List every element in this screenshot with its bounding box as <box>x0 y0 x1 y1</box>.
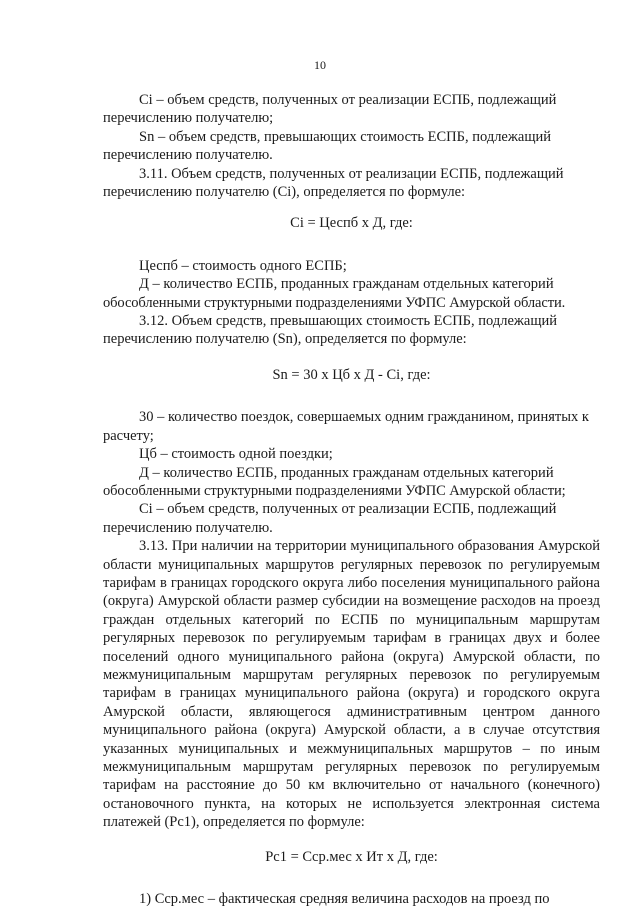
text-line: перечислению получателю. <box>103 147 273 164</box>
text-line: 1) Cср.мес – фактическая средняя величина расходов на проезд по <box>139 891 550 908</box>
text-line: обособленными структурными подразделениями УФПС Амурской области; <box>103 482 566 499</box>
text-line: 3.12. Объем средств, превышающих стоимость ЕСПБ, подлежащий <box>139 313 558 330</box>
document-body <box>103 91 600 908</box>
text-line: Sn – объем средств, превышающих стоимость ЕСПБ, подлежащий <box>139 128 552 145</box>
formula-ci: Ci = Цеспб х Д, где: <box>290 215 413 232</box>
text-line: Цеспб – стоимость одного ЕСПБ; <box>139 257 347 274</box>
page-number: 10 <box>314 58 326 72</box>
text-line: Д – количество ЕСПБ, проданных гражданам отдельных категорий <box>139 464 554 481</box>
text-line: обособленными структурными подразделениями УФПС Амурской области. <box>103 294 566 311</box>
text-line: 3.11. Объем средств, полученных от реализации ЕСПБ, подлежащий <box>139 165 564 182</box>
formula-sn: Sn = 30 х Цб х Д - Ci, где: <box>272 366 431 383</box>
text-line: Ci – объем средств, полученных от реализации ЕСПБ, подлежащий <box>139 501 557 518</box>
text-line: перечислению получателю (Ci), определяется по формуле: <box>103 184 466 201</box>
text-line: Д – количество ЕСПБ, проданных гражданам отдельных категорий <box>139 276 554 293</box>
text-line: перечислению получателю; <box>103 110 274 127</box>
text-line: перечислению получателю. <box>103 519 273 536</box>
text-line: 30 – количество поездок, совершаемых одним гражданином, принятых к <box>139 409 589 426</box>
text-line: расчету; <box>103 427 154 444</box>
text-line: Ci – объем средств, полученных от реализации ЕСПБ, подлежащий <box>139 92 557 108</box>
paragraph-3-13: 3.13. При наличии на территории муниципального образования Амурской области муниципальных маршрутов регулярных перевозок по регулируемым тарифам в границах городского округа либо поселения муниципального района (округа) Амурской области размер субсидии на возмещение расходов на проезд граждан отдельных категорий по ЕСПБ по муниципальным маршрутам регулярных перевозок по регулируемым тарифам в границах двух и более поселений одного муниципального района (округа) Амурской области, по межмуниципальным маршрутам регулярных перевозок по регулируемым тарифам в границах муниципального района (округа) и городского округа Амурской области, являющегося административным центром данного муниципального района (округа) Амурской области, а в случае отсутствия указанных муниципальных и межмуниципальных маршрутов – по иным межмуниципальным маршрутам регулярных перевозок по регулируемым тарифам на расстояние до 50 км включительно от начального (конечного) остановочного пункта, на которых не используется электронная система платежей (Pc1), определяется по формуле: <box>103 538 600 831</box>
text-line: перечислению получателю (Sn), определяется по формуле: <box>103 331 467 348</box>
text-line: Цб – стоимость одной поездки; <box>139 446 333 463</box>
formula-pc1: Pc1 = Cср.мес х Ит х Д, где: <box>265 848 438 865</box>
